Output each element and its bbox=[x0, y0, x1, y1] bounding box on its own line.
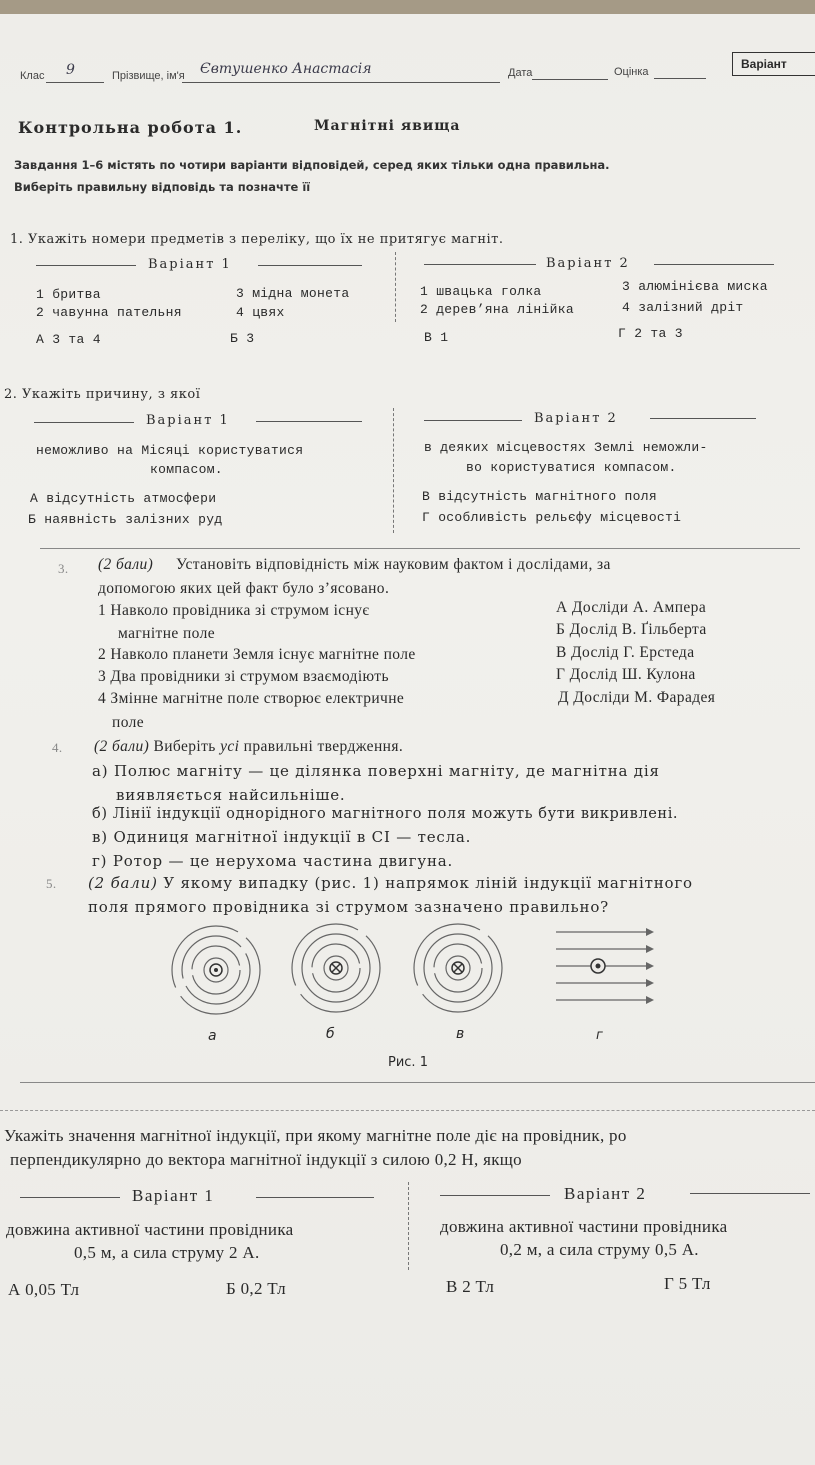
q1-v2-item4: 4 залізний дріт bbox=[622, 300, 744, 315]
q2-v1-text1: неможливо на Місяці користуватися bbox=[36, 443, 304, 458]
q6-option-b: Б 0,2 Тл bbox=[226, 1279, 286, 1298]
date-label: Дата bbox=[508, 67, 533, 79]
q6-option-c: В 2 Тл bbox=[446, 1277, 495, 1296]
name-line bbox=[182, 82, 500, 83]
q5-text-2: поля прямого провідника зі струмом зазначено правильно? bbox=[88, 898, 609, 916]
q5-text-1: У якому випадку (рис. 1) напрямок ліній індукції магнітного bbox=[163, 874, 693, 892]
q1-v1-item3: 3 мідна монета bbox=[236, 286, 350, 301]
q1-v1-label: Варіант 1 bbox=[148, 257, 232, 272]
q2-option-a: А відсутність атмосфери bbox=[30, 491, 217, 506]
q1-option-a: А 3 та 4 bbox=[36, 332, 101, 347]
q3-option-a: А Досліди А. Ампера bbox=[556, 599, 707, 616]
q4-text-emphasis: усі bbox=[220, 738, 240, 755]
q5-points: (2 бали) bbox=[88, 874, 158, 892]
q6-v2-line-left bbox=[440, 1195, 550, 1196]
q3-text-1: Установіть відповідність між науковим фактом і дослідами, за bbox=[176, 556, 611, 573]
q2-v2-line-right bbox=[650, 418, 756, 419]
q1-v1-line-left bbox=[36, 265, 136, 266]
q2-v2-text2: во користуватися компасом. bbox=[466, 460, 677, 475]
page-topic: Магнітні явища bbox=[314, 118, 461, 134]
q3-option-c: В Дослід Г. Ерстеда bbox=[556, 644, 695, 661]
q1-option-c: В 1 bbox=[424, 330, 449, 345]
q6-option-a: А 0,05 Тл bbox=[8, 1280, 80, 1299]
q1-v1-item1: 1 бритва bbox=[36, 287, 101, 302]
name-label: Прізвище, ім'я bbox=[112, 70, 185, 82]
class-label: Клас bbox=[20, 70, 45, 82]
q4-text-pre: Виберіть bbox=[153, 738, 216, 755]
figure-b-current-in-icon bbox=[330, 962, 342, 974]
q1-divider bbox=[395, 252, 396, 322]
section-divider-1 bbox=[40, 548, 800, 549]
q1-v2-line-right bbox=[654, 264, 774, 265]
q6-v2-line-right bbox=[690, 1193, 810, 1194]
q2-v2-text1: в деяких місцевостях Землі неможли- bbox=[424, 440, 708, 455]
figure-label-d: г bbox=[596, 1028, 603, 1043]
figure-caption: Рис. 1 bbox=[388, 1055, 428, 1070]
desk-edge bbox=[0, 0, 815, 14]
q4-number: 4. bbox=[52, 740, 63, 755]
date-line bbox=[532, 79, 608, 80]
q2-v1-line-left bbox=[34, 422, 134, 423]
q4-points: (2 бали) bbox=[94, 738, 150, 755]
figure-label-b: б bbox=[326, 1026, 335, 1042]
q4-statement-b: б) Лінії індукції однорідного магнітного поля можуть бути викривлені. bbox=[92, 806, 679, 822]
q1-option-b: Б 3 bbox=[230, 331, 255, 346]
q6-text-2: перпендикулярно до вектора магнітної індукції з силою 0,2 Н, якщо bbox=[10, 1150, 522, 1169]
page-title: Контрольна робота 1. bbox=[18, 118, 243, 137]
q3-fact-3: 3 Два провідники зі струмом взаємодіють bbox=[98, 668, 389, 685]
q4-statement-a2: виявляється найсильніше. bbox=[116, 786, 346, 804]
q2-v2-label: Варіант 2 bbox=[534, 411, 618, 426]
q4-question bbox=[94, 738, 403, 756]
q1-v2-label: Варіант 2 bbox=[546, 256, 630, 271]
q4-text-post: правильні твердження. bbox=[243, 738, 404, 755]
q3-option-d: Г Дослід Ш. Кулона bbox=[556, 666, 696, 683]
q2-option-c: В відсутність магнітного поля bbox=[422, 489, 657, 504]
variant-box: Варіант bbox=[732, 52, 815, 76]
q1-v2-item1: 1 швацька голка bbox=[420, 284, 542, 299]
q6-option-d: Г 5 Тл bbox=[664, 1274, 711, 1293]
q3-text-2: допомогою яких цей факт було з’ясовано. bbox=[98, 580, 390, 597]
q1-v1-item2: 2 чавунна пательня bbox=[36, 305, 182, 320]
q4-statement-a1: а) Полюс магніту — це ділянка поверхні магніту, де магнітна дія bbox=[92, 762, 660, 780]
section-divider-3 bbox=[0, 1110, 815, 1111]
q6-v2-label: Варіант 2 bbox=[564, 1184, 647, 1203]
q2-text: 2. Укажіть причину, з якої bbox=[4, 387, 201, 402]
q4-statement-c: в) Одиниця магнітної індукції в СІ — тесла. bbox=[92, 828, 472, 846]
q3-points: (2 бали) bbox=[98, 556, 154, 573]
name-value: Євтушенко Анастасія bbox=[200, 61, 372, 77]
q3-option-e: Д Досліди М. Фарадея bbox=[558, 689, 716, 706]
q1-v2-line-left bbox=[424, 264, 536, 265]
q3-fact-1a: 1 Навколо провідника зі струмом існує bbox=[98, 602, 370, 619]
q6-v1-label: Варіант 1 bbox=[132, 1186, 215, 1205]
class-value: 9 bbox=[66, 62, 75, 78]
q2-option-d: Г особливість рельєфу місцевості bbox=[422, 510, 682, 525]
instruction-line-1: Завдання 1–6 містять по чотири варіанти відповідей, серед яких тільки одна правильна. bbox=[14, 158, 610, 172]
figure-c-current-in-icon bbox=[452, 962, 464, 974]
q3-fact-4a: 4 Змінне магнітне поле створює електричне bbox=[98, 690, 405, 707]
grade-label: Оцінка bbox=[614, 66, 649, 78]
q6-v2-text1: довжина активної частини провідника bbox=[440, 1217, 728, 1236]
instruction-line-2: Виберіть правильну відповідь та позначте її bbox=[14, 180, 311, 194]
grade-line bbox=[654, 78, 706, 79]
class-line bbox=[46, 82, 104, 83]
q3-fact-2: 2 Навколо планети Земля існує магнітне поле bbox=[98, 646, 416, 663]
q6-divider bbox=[408, 1182, 409, 1270]
q3-fact-1b: магнітне поле bbox=[118, 625, 216, 642]
q3-number: 3. bbox=[58, 561, 69, 576]
q1-v1-line-right bbox=[258, 265, 362, 266]
figure-d-arrowheads bbox=[646, 928, 654, 1004]
q1-v2-item2: 2 дерев’яна лінійка bbox=[420, 302, 574, 317]
q6-v2-text2: 0,2 м, а сила струму 0,5 А. bbox=[500, 1240, 699, 1259]
q5-number: 5. bbox=[46, 876, 57, 891]
section-divider-2 bbox=[20, 1082, 815, 1083]
q1-option-d: Г 2 та 3 bbox=[618, 326, 683, 341]
q4-statement-d: г) Ротор — це нерухома частина двигуна. bbox=[92, 852, 454, 870]
q6-v1-line-right bbox=[256, 1197, 374, 1198]
q2-option-b: Б наявність залізних руд bbox=[28, 512, 223, 527]
q2-v1-label: Варіант 1 bbox=[146, 413, 230, 428]
q2-v2-line-left bbox=[424, 420, 522, 421]
q6-v1-text2: 0,5 м, а сила струму 2 А. bbox=[74, 1243, 260, 1262]
q1-v2-item3: 3 алюмінієва миска bbox=[622, 279, 768, 294]
q2-v1-text2: компасом. bbox=[150, 462, 223, 477]
figure-label-c: в bbox=[456, 1026, 465, 1042]
q5-question bbox=[88, 874, 693, 892]
q2-v1-line-right bbox=[256, 421, 362, 422]
figure-a-current-out-icon bbox=[210, 964, 222, 976]
q3-option-b: Б Дослід В. Ґільберта bbox=[556, 621, 707, 638]
q6-v1-text1: довжина активної частини провідника bbox=[6, 1220, 294, 1239]
q3-fact-4b: поле bbox=[112, 714, 145, 731]
figure-1-diagrams bbox=[160, 918, 680, 1028]
figure-d-current-out-icon bbox=[591, 959, 605, 973]
q1-text: 1. Укажіть номери предметів з переліку, що їх не притягує магніт. bbox=[10, 232, 504, 247]
q1-v1-item4: 4 цвях bbox=[236, 305, 285, 320]
figure-label-a: а bbox=[208, 1028, 217, 1044]
q2-divider bbox=[393, 408, 394, 533]
q6-text-1: Укажіть значення магнітної індукції, при якому магнітне поле діє на провідник, ро bbox=[4, 1126, 627, 1145]
q6-v1-line-left bbox=[20, 1197, 120, 1198]
